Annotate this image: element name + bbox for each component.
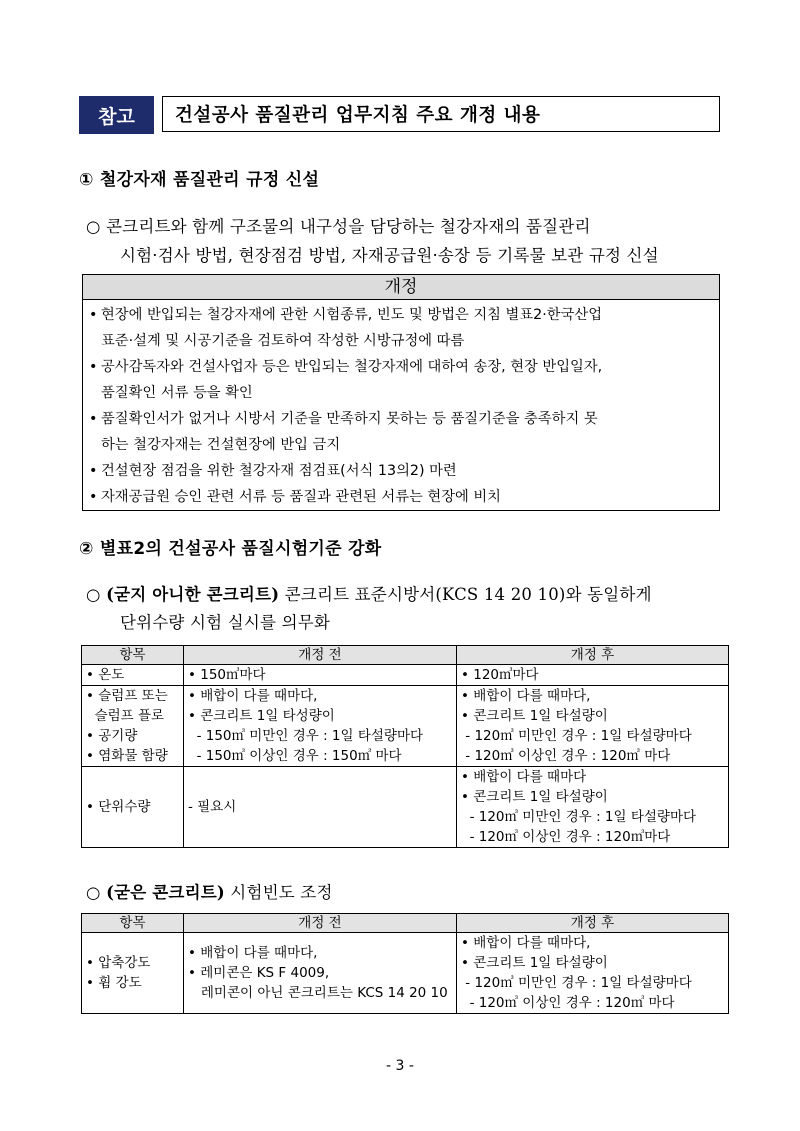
table-cell — [82, 767, 184, 848]
revision-item-cont-line: 품질확인 서류 등을 확인 — [101, 385, 253, 401]
cell-line: • 압축강도 — [86, 955, 151, 971]
table-cell — [457, 665, 729, 686]
table-cell — [82, 933, 184, 1014]
cell-line: • 배합이 다를 때마다, — [461, 688, 591, 704]
section2-sub2-line — [86, 878, 333, 907]
bullet-circle: ○ — [86, 585, 101, 604]
revision-item — [89, 406, 711, 458]
table-row — [82, 933, 729, 1014]
cell-line: • 온도 — [86, 667, 125, 683]
cell-line: • 150㎥마다 — [188, 667, 266, 683]
cell-line: • 단위수량 — [86, 799, 151, 815]
cell-line: • 배합이 다를 때마다, — [461, 935, 591, 951]
bullet-circle: ○ — [86, 883, 101, 902]
revision-item-text: 품질확인서가 없거나 시방서 기준을 만족하지 못하는 등 품질기준을 충족하지 못 — [101, 411, 598, 427]
cell-line: - 120㎥ 미만인 경우 : 1일 타설량마다 — [461, 975, 692, 991]
cell-line: • 공기량 — [86, 728, 138, 744]
cell-line: - 120㎥ 이상인 경우 : 120㎥ 마다 — [461, 995, 675, 1011]
cell-line: • 120㎥마다 — [461, 667, 539, 683]
column-header: 항목 — [82, 914, 184, 933]
page-number: - 3 - — [386, 1058, 414, 1074]
table-cell — [457, 686, 729, 767]
table-row — [82, 665, 729, 686]
cell-line: - 필요시 — [188, 799, 237, 815]
table-cell — [82, 686, 184, 767]
column-header: 개정 전 — [184, 914, 457, 933]
revision-item — [89, 458, 711, 484]
header-badge: 참고 — [79, 96, 154, 134]
cell-line: - 120㎥ 미만인 경우 : 1일 타설량마다 — [461, 728, 692, 744]
revision-item-text: 공사감독자와 건설사업자 등은 반입되는 철강자재에 대하여 송장, 현장 반입일자, — [101, 359, 603, 375]
page-title: 건설공사 품질관리 업무지침 주요 개정 내용 — [162, 96, 720, 132]
column-header: 개정 전 — [184, 646, 457, 665]
hardened-concrete-table — [81, 913, 729, 1014]
revision-item-text: 건설현장 점검을 위한 철강자재 점검표(서식 13의2) 마련 — [101, 463, 457, 479]
revision-item-first-line — [89, 458, 711, 484]
bullet: • — [89, 359, 98, 375]
revision-item — [89, 354, 711, 406]
cell-line: - 120㎥ 미만인 경우 : 1일 타설량마다 — [461, 809, 697, 825]
cell-line: • 휨 강도 — [86, 975, 142, 991]
cell-line: • 콘크리트 1일 타설량이 — [461, 955, 608, 971]
cell-line: • 레미콘은 KS F 4009, — [188, 965, 330, 981]
revision-item-first-line — [89, 354, 711, 380]
table-cell — [184, 933, 457, 1014]
revision-item-first-line — [89, 484, 711, 510]
section1-title: ① 철강자재 품질관리 규정 신설 — [79, 170, 320, 190]
bullet: • — [89, 463, 98, 479]
revision-box-heading: 개정 — [83, 275, 719, 300]
column-header: 개정 후 — [457, 646, 729, 665]
section2-sub1-line1 — [86, 580, 652, 609]
cell-line: 레미콘이 아닌 콘크리트는 KCS 14 20 10 — [188, 985, 448, 1001]
table-row — [82, 767, 729, 848]
column-header: 개정 후 — [457, 914, 729, 933]
sub1-bold-label: (굳지 아니한 콘크리트) — [106, 585, 280, 604]
revision-item-text: 현장에 반입되는 철강자재에 관한 시험종류, 빈도 및 방법은 지침 별표2·한국산업 — [101, 307, 603, 323]
table-header-row — [82, 646, 729, 665]
table-cell — [457, 933, 729, 1014]
sub2-bold-label: (굳은 콘크리트) — [106, 883, 225, 902]
section2-sub1-line2: 단위수량 시험 실시를 의무화 — [120, 613, 331, 632]
section2-title: ② 별표2의 건설공사 품질시험기준 강화 — [79, 539, 382, 559]
section1-text-line2: 시험·검사 방법, 현장점검 방법, 자재공급원·송장 등 기록물 보관 규정 신설 — [120, 246, 659, 265]
cell-line: 슬럼프 플로 — [86, 708, 165, 724]
cell-line: • 슬럼프 또는 — [86, 688, 168, 704]
table-cell — [184, 767, 457, 848]
fresh-concrete-table — [81, 645, 729, 848]
revision-item-first-line — [89, 406, 711, 432]
revision-box-body — [83, 300, 719, 510]
sub2-text: 시험빈도 조정 — [224, 883, 333, 902]
revision-box — [82, 274, 720, 511]
revision-item — [89, 302, 711, 354]
table-cell — [184, 686, 457, 767]
revision-item — [89, 484, 711, 510]
revision-item-cont-line: 표준·설계 및 시공기준을 검토하여 작성한 시방규정에 따름 — [101, 333, 465, 349]
cell-line: - 150㎥ 이상인 경우 : 150㎥ 마다 — [188, 748, 402, 764]
revision-item-text: 자재공급원 승인 관련 서류 등 품질과 관련된 서류는 현장에 비치 — [101, 489, 501, 505]
table-cell — [82, 665, 184, 686]
cell-line: • 콘크리트 1일 타설량이 — [461, 789, 608, 805]
table-header-row — [82, 914, 729, 933]
cell-line: - 120㎥ 이상인 경우 : 120㎥ 마다 — [461, 748, 671, 764]
bullet: • — [89, 489, 98, 505]
cell-line: • 염화물 함량 — [86, 748, 168, 764]
table-row — [82, 686, 729, 767]
sub1-text: 콘크리트 표준시방서(KCS 14 20 10)와 동일하게 — [279, 585, 652, 604]
cell-line: - 150㎥ 미만인 경우 : 1일 타설량마다 — [188, 728, 424, 744]
bullet: • — [89, 411, 98, 427]
section1-text-line1: ○ 콘크리트와 함께 구조물의 내구성을 담당하는 철강자재의 품질관리 — [86, 217, 591, 236]
cell-line: - 120㎥ 이상인 경우 : 120㎥마다 — [461, 829, 671, 845]
table-cell — [184, 665, 457, 686]
cell-line: • 배합이 다를 때마다 — [461, 769, 587, 785]
bullet: • — [89, 307, 98, 323]
revision-item-cont-line: 하는 철강자재는 건설현장에 반입 금지 — [101, 437, 341, 453]
cell-line: • 콘크리트 1일 타성량이 — [188, 708, 335, 724]
cell-line: • 배합이 다를 때마다, — [188, 688, 318, 704]
cell-line: • 콘크리트 1일 타설량이 — [461, 708, 608, 724]
cell-line: • 배합이 다를 때마다, — [188, 945, 318, 961]
revision-item-first-line — [89, 302, 711, 328]
column-header: 항목 — [82, 646, 184, 665]
table-cell — [457, 767, 729, 848]
